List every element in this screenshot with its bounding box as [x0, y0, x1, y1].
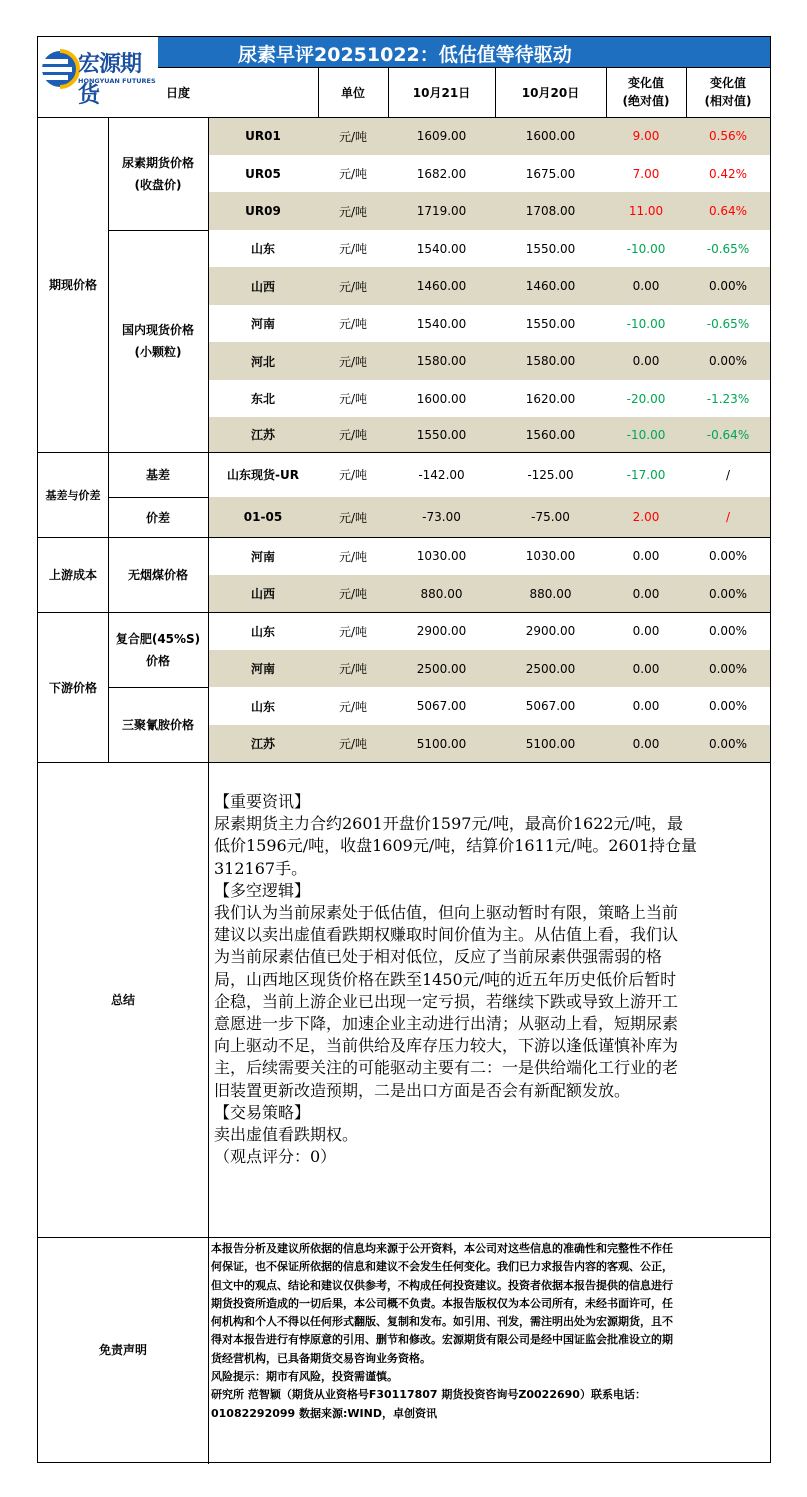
grid-line: [606, 67, 607, 117]
summary-line: 我们认为当前尿素处于低估值，但向上驱动暂时有限，策略上当前: [214, 903, 679, 923]
row-cell-unit: 元/吨: [338, 242, 368, 256]
row-cell-item: 山西: [250, 279, 275, 294]
row-cell-item: 江苏: [250, 737, 275, 751]
summary-line: 建议以卖出虚值看跌期权赚取时间价值为主。从估值上看，我们认: [214, 925, 679, 945]
row-cell-item: UR05: [245, 166, 281, 181]
row-cell-unit: 元/吨: [338, 549, 368, 564]
col-abs-line2: (绝对值): [622, 94, 670, 108]
row-cell-rel: -0.64%: [706, 427, 750, 442]
section-upstream: 上游成本: [48, 568, 97, 582]
summary-line: 尿素期货主力合约2601开盘价1597元/吨，最高价1622元/吨，最: [214, 814, 683, 834]
row-cell-rel: 0.00%: [708, 661, 748, 676]
row-cell-unit: 元/吨: [338, 317, 368, 331]
row-cell-d1: 1600.00: [416, 391, 467, 406]
grid-line: [38, 117, 770, 118]
section-downstream: 下游价格: [48, 680, 97, 695]
disclaimer-line: 研究所 范智颖（期货从业资格号F30117807 期货投资咨询号Z0022690）联系电话：: [211, 1388, 646, 1402]
row-cell-rel: 0.00%: [708, 699, 748, 713]
row-cell-d2: 5067.00: [525, 699, 576, 713]
col-rel-header: [686, 67, 770, 117]
disclaimer-line: 何机构和个人不得以任何形式翻版、复制和发布。如引用、刊发，需注明出处为宏源期货，且不: [211, 1315, 673, 1329]
section-basis-spread: 基差与价差: [45, 488, 101, 502]
row-cell-rel: 0.00%: [708, 279, 748, 293]
col-date-header: 日度: [165, 85, 190, 100]
row-cell-unit: 元/吨: [338, 510, 368, 525]
row-cell-abs: 0.00: [632, 699, 660, 713]
grid-line: [388, 67, 389, 117]
group-spot-line2: (小颗粒): [134, 345, 182, 359]
row-cell-d1: 880.00: [420, 586, 463, 601]
disclaimer-line: 01082292099 数据来源:WIND，卓创资讯: [211, 1406, 437, 1420]
row-cell-d1: 1030.00: [416, 549, 467, 563]
disclaimer-line: 货经营机构，已具备期货交易咨询业务资格。: [211, 1351, 431, 1365]
row-cell-unit: 元/吨: [338, 624, 368, 639]
summary-line: （观点评分：0）: [214, 1147, 337, 1167]
grid-line: [686, 67, 687, 117]
row-cell-abs: 0.00: [632, 549, 660, 563]
group-coal: 无烟煤价格: [127, 568, 188, 582]
row-cell-item: 山东: [250, 699, 275, 714]
report-sheet: [37, 36, 771, 1463]
disclaimer-line: 风险提示：期市有风险，投资需谨慎。: [211, 1370, 398, 1384]
section-futures-spot: 期现价格: [48, 278, 97, 292]
group-spot-price: [108, 230, 208, 452]
row-cell-unit: 元/吨: [338, 737, 368, 751]
row-cell-d1: 1580.00: [416, 354, 467, 368]
row-cell-unit: 元/吨: [338, 392, 368, 406]
logo-text-en: HONGYUAN FUTURES: [78, 77, 156, 85]
group-futures-line1: 尿素期货价格: [121, 155, 194, 170]
group-fert-line2: 价格: [145, 653, 170, 668]
row-cell-item: UR09: [245, 204, 281, 218]
row-cell-d2: 1600.00: [525, 129, 576, 143]
row-cell-unit: 元/吨: [338, 699, 368, 714]
row-cell-abs: 11.00: [628, 204, 664, 218]
col-rel-line2: (相对值): [704, 94, 752, 108]
row-cell-unit: 元/吨: [338, 129, 368, 144]
grid-line: [108, 687, 208, 688]
col-abs-header: [606, 67, 686, 117]
row-cell-abs: 0.00: [632, 661, 660, 676]
row-cell-d1: -73.00: [422, 510, 461, 524]
disclaimer-line: 但文中的观点、结论和建议仅供参考，不构成任何投资建议。投资者依据本报告提供的信息进行: [211, 1278, 673, 1292]
group-melamine: 三聚氰胺价格: [121, 718, 194, 732]
row-cell-d2: 1550.00: [525, 241, 576, 256]
section-disclaimer: 免责声明: [98, 1343, 147, 1357]
row-cell-d2: 1620.00: [525, 391, 576, 406]
row-cell-rel: /: [725, 467, 731, 482]
summary-line: 向上驱动不足，当前供给及库存压力较大，下游以逢低谨慎补库为: [214, 1036, 679, 1056]
disclaimer-line: 期货投资所造成的一切后果，本公司概不负责。本报告版权仅为本公司所有，未经书面许可，任: [211, 1296, 673, 1310]
row-cell-unit: 元/吨: [338, 428, 368, 442]
row-cell-item: 山东现货-UR: [227, 468, 299, 482]
row-cell-unit: 元/吨: [338, 587, 368, 601]
grid-line: [38, 1237, 770, 1238]
row-cell-unit: 元/吨: [338, 354, 368, 369]
row-cell-rel: 0.00%: [708, 586, 748, 601]
row-cell-d2: -75.00: [531, 510, 570, 524]
row-cell-d2: 1580.00: [525, 354, 576, 368]
row-cell-item: 河南: [250, 662, 275, 676]
summary-line: 【交易策略】: [214, 1102, 311, 1122]
row-cell-unit: 元/吨: [338, 204, 368, 219]
row-cell-unit: 元/吨: [338, 279, 368, 294]
row-cell-item: 山西: [250, 587, 275, 601]
row-cell-rel: -0.65%: [706, 241, 750, 256]
row-cell-d2: 1675.00: [525, 166, 576, 181]
summary-line: 【多空逻辑】: [214, 880, 311, 900]
group-fert-line1: 复合肥(45%S): [115, 631, 201, 646]
row-cell-d1: 5067.00: [416, 699, 467, 713]
group-fertilizer: [108, 612, 208, 687]
grid-line: [38, 537, 770, 538]
row-cell-d2: 1560.00: [525, 427, 576, 442]
grid-line: [208, 117, 209, 1464]
row-cell-abs: -17.00: [626, 467, 666, 482]
row-cell-d1: 2500.00: [416, 661, 467, 676]
row-cell-d2: 1460.00: [525, 279, 576, 293]
row-cell-item: 东北: [250, 392, 275, 406]
disclaimer-line: 得对本报告进行有悖原意的引用、删节和修改。宏源期货有限公司是经中国证监会批准设立的期: [211, 1333, 673, 1347]
summary-line: 【重要资讯】: [214, 792, 311, 811]
row-cell-rel: 0.00%: [708, 549, 748, 563]
row-cell-abs: 2.00: [632, 510, 660, 524]
row-cell-item: 山东: [250, 242, 275, 256]
row-cell-abs: -10.00: [626, 316, 666, 331]
row-cell-item: 河南: [250, 549, 275, 564]
row-cell-d2: 880.00: [529, 586, 572, 601]
group-basis: 基差: [145, 468, 170, 482]
row-cell-rel: 0.00%: [708, 354, 748, 368]
row-cell-abs: 0.00: [632, 736, 660, 751]
group-spread: 价差: [145, 510, 170, 525]
row-cell-abs: 9.00: [632, 129, 660, 143]
row-cell-rel: 0.64%: [708, 204, 748, 218]
grid-line: [38, 612, 770, 613]
row-cell-d2: 1030.00: [525, 549, 576, 563]
row-cell-d2: 5100.00: [525, 736, 576, 751]
logo-area: [38, 37, 158, 117]
row-cell-abs: 0.00: [632, 354, 660, 368]
row-cell-d1: 2900.00: [416, 624, 467, 638]
row-cell-rel: 0.00%: [708, 736, 748, 751]
grid-line: [38, 452, 770, 453]
row-cell-d1: -142.00: [418, 467, 465, 482]
row-cell-item: UR01: [245, 129, 281, 143]
row-cell-d1: 1540.00: [416, 241, 467, 256]
row-cell-rel: -1.23%: [706, 391, 750, 406]
disclaimer-line: 何保证，也不保证所依据的信息和建议不会发生任何变化。我们已力求报告内容的客观、公正，: [211, 1260, 673, 1274]
summary-line: 312167手。: [214, 858, 308, 878]
row-cell-abs: -10.00: [626, 427, 666, 442]
row-cell-item: 河南: [250, 317, 275, 331]
col-d2-header: 10月20日: [521, 85, 580, 100]
row-cell-d1: 1550.00: [416, 427, 467, 442]
summary-line: 为当前尿素估值已处于相对低位，反应了当前尿素供强需弱的格: [214, 947, 663, 967]
grid-line: [38, 762, 770, 763]
row-cell-rel: 0.42%: [708, 166, 748, 181]
report-title: 尿素早评20251022：低估值等待驱动: [238, 44, 572, 66]
row-cell-d1: 5100.00: [416, 736, 467, 751]
grid-line: [158, 67, 770, 68]
row-cell-d1: 1540.00: [416, 316, 467, 331]
row-cell-rel: 0.56%: [708, 129, 748, 143]
col-unit-header: 单位: [340, 85, 365, 100]
summary-line: 低价1596元/吨，收盘1609元/吨，结算价1611元/吨。2601持仓量: [214, 836, 698, 856]
row-cell-d1: 1460.00: [416, 279, 467, 293]
row-cell-d1: 1682.00: [416, 166, 467, 181]
row-cell-unit: 元/吨: [338, 662, 368, 676]
disclaimer-line: 本报告分析及建议所依据的信息均来源于公开资料，本公司对这些信息的准确性和完整性不作任: [211, 1242, 673, 1255]
col-abs-line1: 变化值: [627, 76, 664, 90]
grid-line: [108, 230, 208, 231]
summary-line: 企稳，当前上游企业已出现一定亏损，若继续下跌或导致上游开工: [214, 991, 679, 1011]
row-cell-d1: 1719.00: [416, 204, 467, 218]
summary-line: 主，后续需要关注的可能驱动主要有二：一是供给端化工行业的老: [214, 1058, 679, 1078]
group-futures-line2: (收盘价): [134, 177, 182, 192]
disclaimer-text: [211, 1240, 767, 1423]
summary-line: 意愿进一步下降，加速企业主动进行出清；从驱动上看，短期尿素: [214, 1014, 679, 1034]
summary-line: 旧装置更新改造预期，二是出口方面是否会有新配额发放。: [214, 1080, 631, 1100]
row-cell-d2: 1708.00: [525, 204, 576, 218]
row-cell-d1: 1609.00: [416, 129, 467, 143]
row-cell-d2: 1550.00: [525, 316, 576, 331]
row-cell-abs: -10.00: [626, 241, 666, 256]
grid-line: [108, 117, 109, 762]
row-cell-unit: 元/吨: [338, 468, 368, 482]
summary-text: [214, 791, 766, 1168]
row-cell-rel: /: [725, 510, 731, 524]
row-cell-d2: 2900.00: [525, 624, 576, 638]
group-futures-price: [108, 117, 208, 230]
summary-line: 卖出虚值看跌期权。: [214, 1125, 359, 1145]
row-cell-item: 山东: [250, 624, 275, 639]
row-cell-item: 江苏: [250, 428, 275, 442]
row-cell-abs: 0.00: [632, 624, 660, 638]
row-cell-abs: 7.00: [632, 166, 660, 181]
summary-line: 局，山西地区现货价格在跌至1450元/吨的近五年历史低价后暂时: [214, 969, 677, 989]
hongyuan-logo-icon: [40, 45, 80, 93]
section-summary: 总结: [110, 993, 135, 1007]
row-cell-unit: 元/吨: [338, 167, 368, 181]
col-d1-header: 10月21日: [412, 85, 471, 100]
row-cell-d2: 2500.00: [525, 661, 576, 676]
grid-line: [108, 497, 208, 498]
grid-line: [495, 67, 496, 117]
row-cell-abs: -20.00: [626, 391, 666, 406]
row-cell-item: 01-05: [243, 510, 283, 524]
row-cell-rel: -0.65%: [706, 316, 750, 331]
row-cell-rel: 0.00%: [708, 624, 748, 638]
logo-text-cn: 宏源期货: [78, 52, 142, 108]
group-spot-line1: 国内现货价格: [121, 323, 194, 337]
row-cell-item: 河北: [250, 354, 275, 369]
grid-line: [318, 67, 319, 117]
row-cell-abs: 0.00: [632, 279, 660, 293]
row-cell-d2: -125.00: [527, 467, 574, 482]
col-rel-line1: 变化值: [709, 76, 746, 90]
row-cell-abs: 0.00: [632, 586, 660, 601]
